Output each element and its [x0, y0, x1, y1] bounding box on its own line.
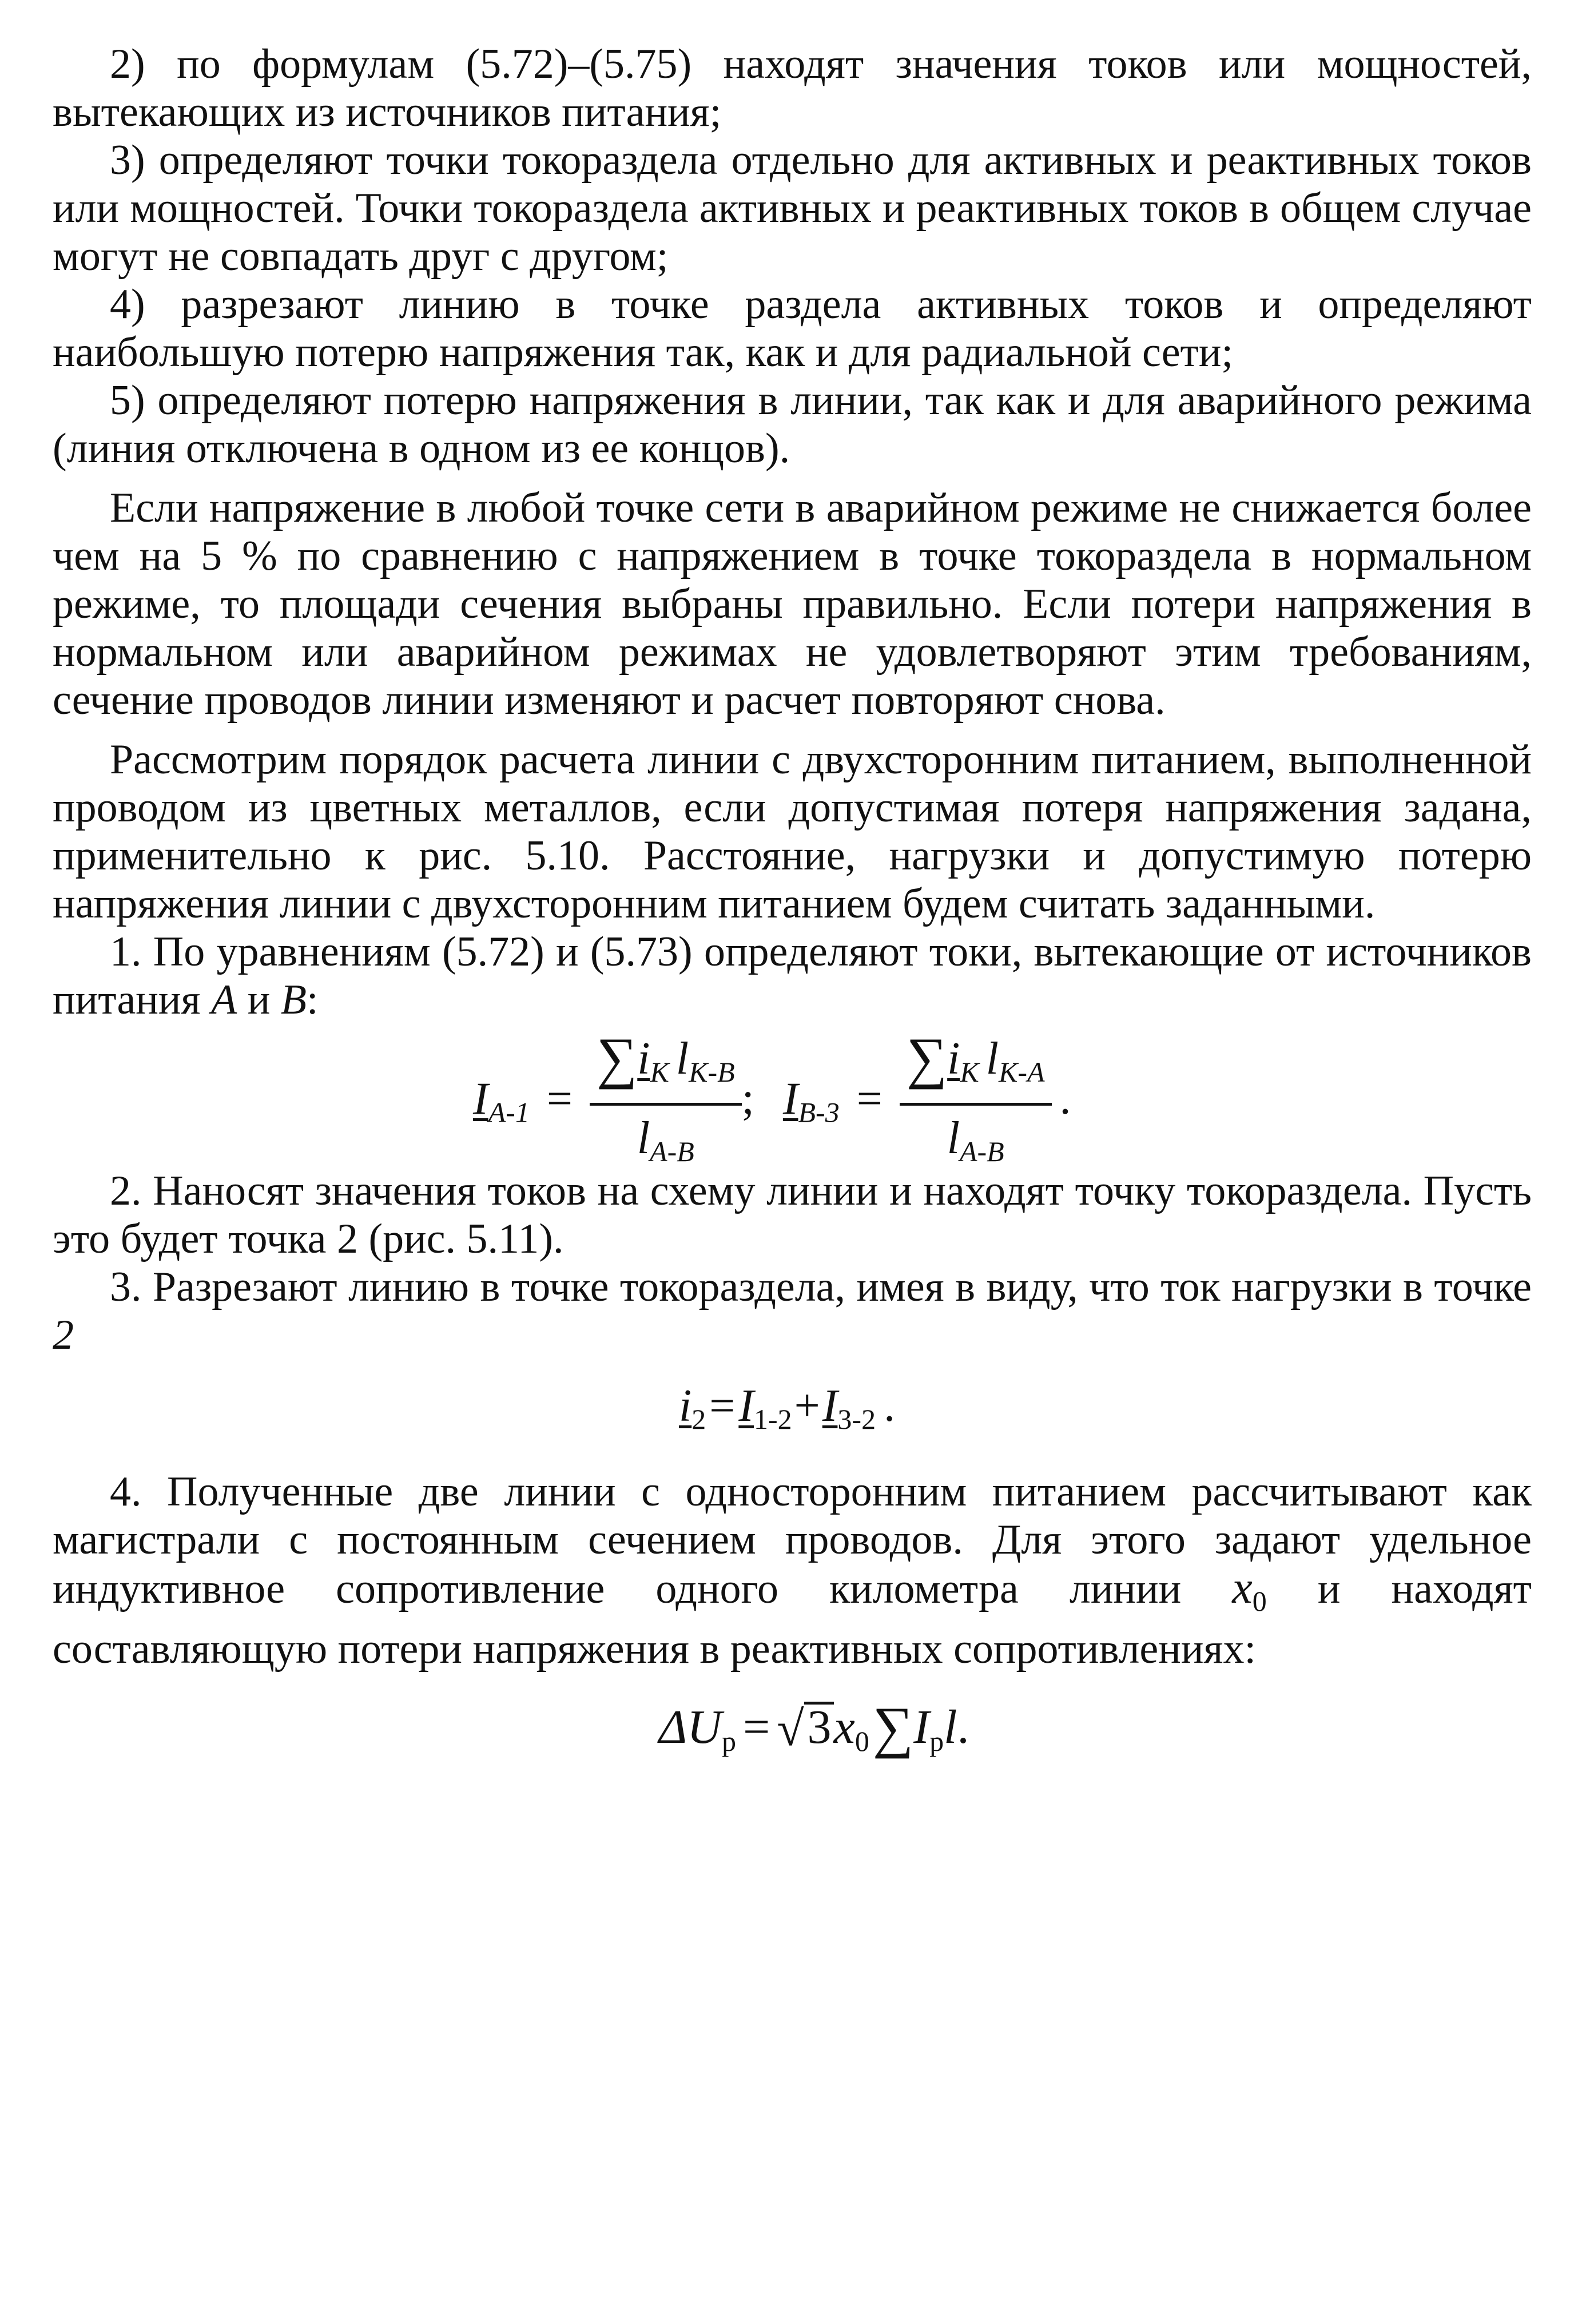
sqrt-radicand: 3 — [804, 1702, 834, 1750]
load-current-i: i — [637, 1034, 650, 1084]
delta-u-sub: р — [721, 1725, 736, 1757]
step-2-paragraph: 2. Наносят значения токов на схему линии и находят точку токораздела. Пусть это будет точка 2 (рис. 5.11). — [53, 1167, 1532, 1262]
length-l-1: l — [675, 1034, 689, 1084]
step-1-colon: : — [307, 976, 319, 1023]
reactive-current-ip-sub: р — [929, 1725, 944, 1757]
list-item-3: 3) определяют точки токораздела отдельно для активных и реактивных токов или мощностей. Точки токораздела активных и реактивных токов в общем случае могут не совпадать друг с другом; — [53, 137, 1532, 280]
point-2-label: 2 — [53, 1312, 74, 1358]
current-i-b3-sub: B-3 — [798, 1096, 840, 1129]
length-l-ab-1: l — [637, 1113, 650, 1163]
formula-3-end: . — [957, 1701, 969, 1754]
reactance-x0-sub: 0 — [1252, 1585, 1267, 1617]
reactance-x0-formula: x — [833, 1701, 855, 1754]
fraction-2 — [900, 1026, 1052, 1177]
plus-sign: + — [794, 1381, 820, 1431]
formula-reactive-voltage-loss — [53, 1673, 1532, 1782]
sum-sign-3: ∑ — [872, 1695, 914, 1759]
equals-sign-4: = — [742, 1701, 770, 1754]
current-i32: I — [822, 1381, 838, 1431]
current-i12: I — [738, 1381, 754, 1431]
equals-sign-2: = — [856, 1074, 883, 1125]
formula-load-current — [53, 1359, 1532, 1456]
step-4-text-2: и находят составляющую потери напряжения в реактивных сопротивлениях: — [53, 1566, 1532, 1673]
formula-2-end: . — [884, 1381, 896, 1431]
load-current-i-2-sub: K — [960, 1056, 979, 1088]
step-3-paragraph — [53, 1263, 1532, 1359]
load-i2-sub: 2 — [691, 1403, 706, 1435]
step-4-paragraph — [53, 1468, 1532, 1673]
list-item-2: 2) по формулам (5.72)–(5.75) находят значения токов или мощностей, вытекающих из источников питания; — [53, 41, 1532, 136]
length-l-2-sub: K-A — [998, 1056, 1045, 1088]
sqrt-sign: √ — [777, 1701, 804, 1756]
length-l-ab-2-sub: A-B — [959, 1135, 1004, 1167]
current-i12-sub: 1-2 — [754, 1403, 792, 1435]
reactance-x0-formula-sub: 0 — [854, 1725, 869, 1757]
step-4-text: 4. Полученные две линии с односторонним питанием рассчитывают как магистрали с постоянным сечением проводов. Для этого задают удельное индуктивное сопротивление одного километра линии — [53, 1468, 1532, 1612]
formula-source-currents — [53, 1026, 1532, 1167]
length-l-ab-2: l — [947, 1113, 960, 1163]
length-l-1-sub: K-B — [689, 1056, 735, 1088]
delta-u: ΔU — [659, 1701, 722, 1754]
fraction-1-denominator — [590, 1106, 742, 1177]
load-current-i-2: i — [947, 1034, 960, 1084]
step-1-conjunction: и — [237, 976, 281, 1023]
sum-sign-2: ∑ — [906, 1026, 948, 1090]
length-l-ab-1-sub: A-B — [650, 1135, 694, 1167]
formula-1-end: . — [1059, 1074, 1071, 1125]
paragraph-calculation-order: Рассмотрим порядок расчета линии с двухсторонним питанием, выполненной проводом из цветных металлов, если допустимая потеря напряжения задана, применительно к рис. 5.10. Расстояние, нагрузки и допустимую потерю напряжения линии с двухсторонним питанием будем считать заданными. — [53, 736, 1532, 927]
formula-separator: ; — [741, 1074, 754, 1125]
step-3-text: 3. Разрезают линию в точке токораздела, имея в виду, что ток нагрузки в точке — [110, 1264, 1532, 1310]
list-item-5: 5) определяют потерю напряжения в линии, так как и для аварийного режима (линия отключена в одном из ее концов). — [53, 377, 1532, 472]
square-root — [777, 1701, 833, 1756]
current-i-a1: I — [473, 1074, 488, 1125]
load-current-i-sub: K — [650, 1056, 669, 1088]
equals-sign-3: = — [709, 1381, 736, 1431]
load-i2: i — [679, 1381, 692, 1431]
reactance-x0: x — [1232, 1563, 1253, 1613]
source-a-label: A — [211, 976, 237, 1023]
fraction-1-numerator — [590, 1026, 742, 1106]
fraction-2-numerator — [900, 1026, 1052, 1106]
length-l-3: l — [944, 1701, 957, 1754]
step-1-paragraph — [53, 928, 1532, 1024]
source-b-label: B — [280, 976, 307, 1023]
step-1-text: 1. По уравнениям (5.72) и (5.73) определяют токи, вытекающие от источников питания — [53, 928, 1532, 1023]
sum-sign-1: ∑ — [596, 1026, 638, 1090]
fraction-2-denominator — [900, 1106, 1052, 1177]
list-item-4: 4) разрезают линию в точке раздела активных токов и определяют наибольшую потерю напряжения так, как и для радиальной сети; — [53, 281, 1532, 376]
paragraph-voltage-check: Если напряжение в любой точке сети в аварийном режиме не снижается более чем на 5 % по сравнению с напряжением в точке токораздела в нормальном режиме, то площади сечения выбраны правильно. Если потери напряжения в нормальном или аварийном режимах не удовлетворяют этим требованиям, сечение проводов линии изменяют и расчет повторяют снова. — [53, 484, 1532, 724]
current-i-b3: I — [782, 1074, 798, 1125]
reactive-current-ip: I — [913, 1701, 930, 1754]
length-l-2: l — [985, 1034, 999, 1084]
fraction-1 — [590, 1026, 742, 1177]
current-i32-sub: 3-2 — [837, 1403, 876, 1435]
current-i-a1-sub: A-1 — [488, 1096, 530, 1129]
equals-sign-1: = — [546, 1074, 573, 1125]
